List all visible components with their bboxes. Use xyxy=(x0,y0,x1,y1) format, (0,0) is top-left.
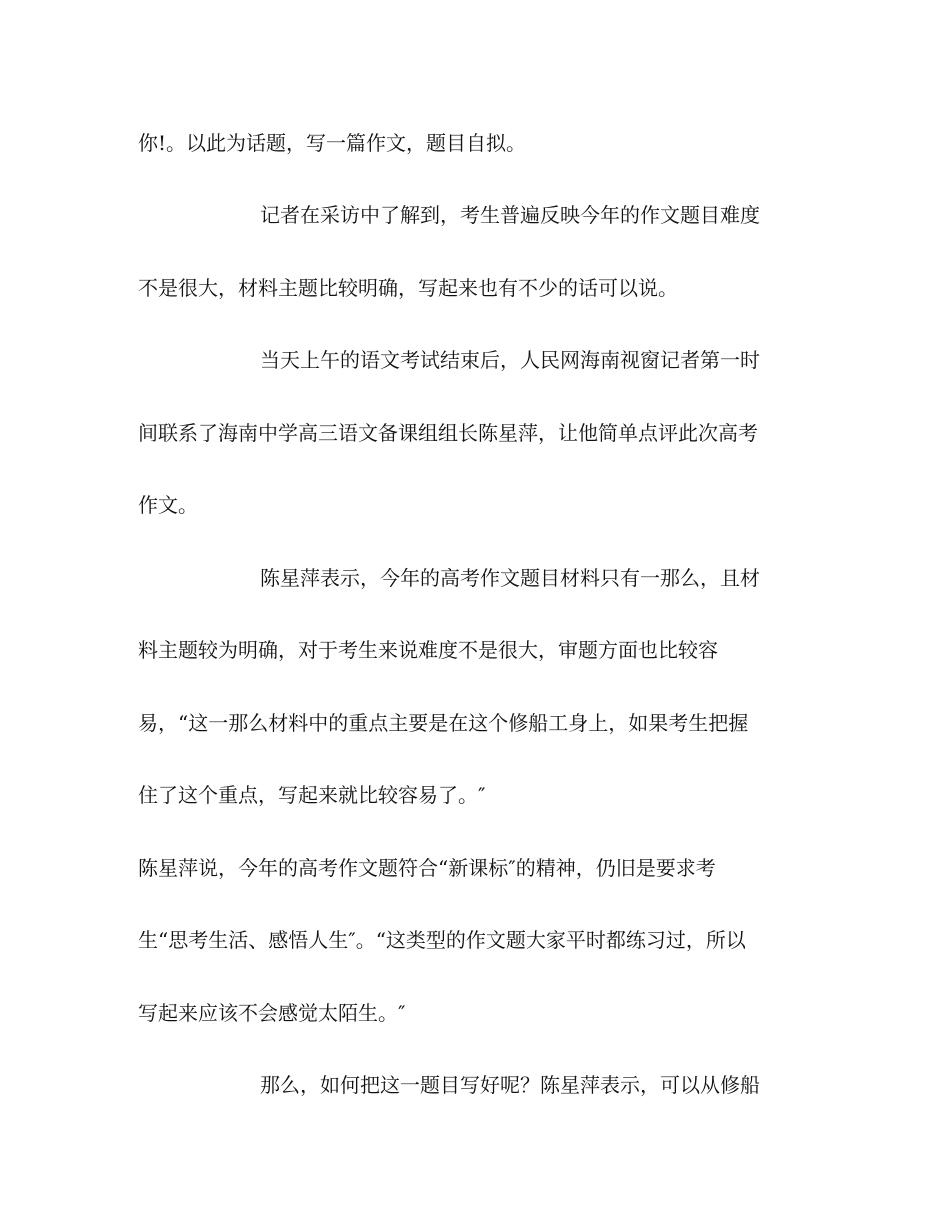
text-line: 间联系了海南中学高三语文备课组组长陈星萍，让他简单点评此次高考 xyxy=(138,421,758,445)
text-line: 你!。以此为话题，写一篇作文，题目自拟。 xyxy=(138,131,527,155)
text-line: 易，“这一那么材料中的重点主要是在这个修船工身上，如果考生把握 xyxy=(138,711,749,735)
text-line: 生“思考生活、感悟人生″。“这类型的作文题大家平时都练习过，所以 xyxy=(138,928,746,952)
text-line: 住了这个重点，写起来就比较容易了。″ xyxy=(138,783,486,807)
text-line: 料主题较为明确，对于考生来说难度不是很大，审题方面也比较容 xyxy=(138,638,718,662)
text-line: 陈星萍说，今年的高考作文题符合“新课标″的精神，仍旧是要求考 xyxy=(138,856,716,880)
text-line: 作文。 xyxy=(138,493,198,517)
paragraph-start-line: 记者在采访中了解到，考生普遍反映今年的作文题目难度 xyxy=(260,203,760,227)
text-line: 写起来应该不会感觉太陌生。″ xyxy=(138,1001,406,1025)
paragraph-start-line: 那么，如何把这一题目写好呢？陈星萍表示，可以从修船 xyxy=(260,1073,760,1097)
paragraph-start-line: 当天上午的语文考试结束后，人民网海南视窗记者第一时 xyxy=(260,348,760,372)
paragraph-start-line: 陈星萍表示，今年的高考作文题目材料只有一那么，且材 xyxy=(260,566,760,590)
text-line: 不是很大，材料主题比较明确，写起来也有不少的话可以说。 xyxy=(138,276,678,300)
